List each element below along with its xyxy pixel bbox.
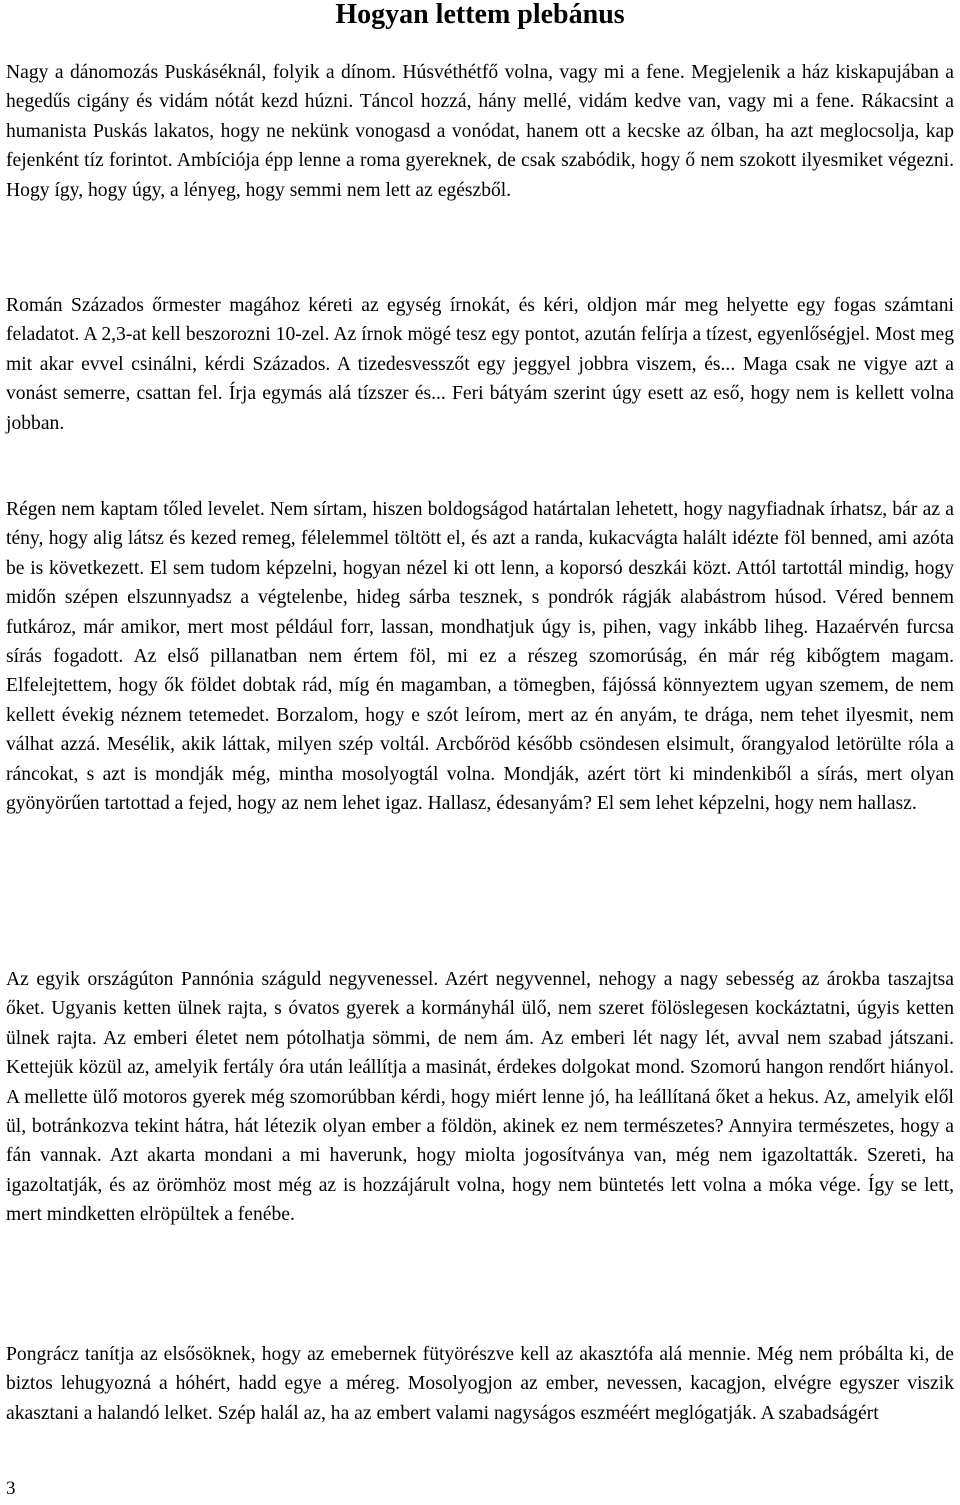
paragraph-letter-to-mother: Régen nem kaptam tőled levelet. Nem sírtam, hiszen boldogságod határtalan lehetett, hogy nagyfiadnak írhatsz, bár az a tény, hogy alig látsz és kezed remeg, félelemmel töltött el, és azt a randa, kukacvágta halált idézte föl benned, ami azóta be is következett. El sem tudom képzelni, hogyan nézel ki ott lenn, a koporsó deszkái közt. Attól tartottál mindig, hogy midőn szépen elszunnyadsz a végtelenbe, hideg sárba tesznek, s pondrók rágják alabástrom húsod. Véred bennem futkároz, már amikor, mert most például forr, lassan, mondhatjuk úgy is, pihen, vagy inkább liheg. Hazaérvén furcsa sírás fogadott. Az első pillanatban nem értem föl, mi ez a részeg szomorúság, én már rég kibőgtem magam. Elfelejtettem, hogy ők földet dobtak rád, míg én magamban, a tömegben, fájóssá könnyeztem ugyan szemem, de nem kellett évekig néznem tetemedet. Borzalom, hogy e szót leírom, mert az én anyám, te drága, nem tehet ilyesmit, nem válhat azzá. Mesélik, akik láttak, milyen szép voltál. Arcbőröd később csöndesen elsimult, őrangyalod letörülte róla a ráncokat, s azt is mondják még, mintha mosolyogtál volna. Mondják, azért tört ki mindenkiből a sírás, mert olyan gyönyörűen tartottad a fejed, hogy az nem lehet igaz. Hallasz, édesanyám? El sem lehet képzelni, hogy nem hallasz.: [6, 499, 954, 815]
page-number: 3: [6, 1478, 16, 1499]
paragraph-puskas: Nagy a dánomozás Puskáséknál, folyik a dínom. Húsvéthétfő volna, vagy mi a fene. Megjelenik a ház kiskapujában a hegedűs cigány és vidám nótát kezd húzni. Táncol hozzá, hány mellé, vidám kedve van, vagy mi a fene. Rákacsint a humanista Puskás lakatos, hogy ne nekünk vonogasd a vonódat, hanem ott a kecske az ólban, ha azt meglocsolja, kap fejenként tíz forintot. Ambíciója épp lenne a roma gyereknek, de csak szabódik, hogy ő nem szokott ilyesmiket végezni. Hogy így, hogy úgy, a lényeg, hogy semmi nem lett az egészből.: [6, 62, 954, 201]
paragraph-pongracz: Pongrácz tanítja az elsősöknek, hogy az emebernek fütyörészve kell az akasztófa alá mennie. Még nem próbálta ki, de biztos lehugyozná a hóhért, hadd egye a méreg. Mosolyogjon az ember, nevessen, kacagjon, elvégre egyszer viszik akasztani a halandó lelket. Szép halál az, ha az embert valami nagyságos eszméért meglógatják. A szabadságért: [6, 1344, 954, 1424]
document-title: Hogyan lettem plebánus: [335, 0, 625, 30]
paragraph-pannonia: Az egyik országúton Pannónia száguld negyvenessel. Azért negyvennel, nehogy a nagy sebesség az árokba taszajtsa őket. Ugyanis ketten ülnek rajta, s óvatos gyerek a kormányhál ülő, nem szeret fölöslegesen kockáztatni, úgyis ketten ülnek rajta. Az emberi életet nem pótolhatja sömmi, de nem ám. Az emberi lét nagy lét, avval nem szabad játszani. Kettejük közül az, amelyik fertály óra után leállítja a masinát, érdekes dolgokat mond. Szomorú hangon rendőrt hiányol. A mellette ülő motoros gyerek még szomorúbban kérdi, hogy miért lenne jó, ha leállítaná őket a hekus. Az, amelyik elől ül, botránkozva tekint hátra, hát létezik olyan ember a földön, akinek ez nem természetes? Annyira természetes, hogy a fán vannak. Azt akarta mondani a mi haverunk, hogy miolta jogosítványa van, még nem igazoltatták. Szereti, ha igazoltatják, és az örömhöz most még az is hozzájárult volna, hogy nem büntetés lett volna a móka vége. Így se lett, mert mindketten elröpültek a fenébe.: [6, 969, 954, 1226]
paragraph-szazados: Román Százados őrmester magához kéreti az egység írnokát, és kéri, oldjon már meg helyette egy fogas számtani feladatot. A 2,3-at kell beszorozni 10-zel. Az írnok mögé tesz egy pontot, azután felírja a tízest, egyenlőségjel. Most meg mit akar evvel csinálni, kérdi Százados. A tizedesvesszőt egy jeggyel jobbra viszem, és... Maga csak ne vigye azt a vonást semerre, csattan fel. Írja egymás alá tízszer és... Feri bátyám szerint úgy esett az eső, hogy nem is kellett volna jobban.: [6, 295, 954, 434]
